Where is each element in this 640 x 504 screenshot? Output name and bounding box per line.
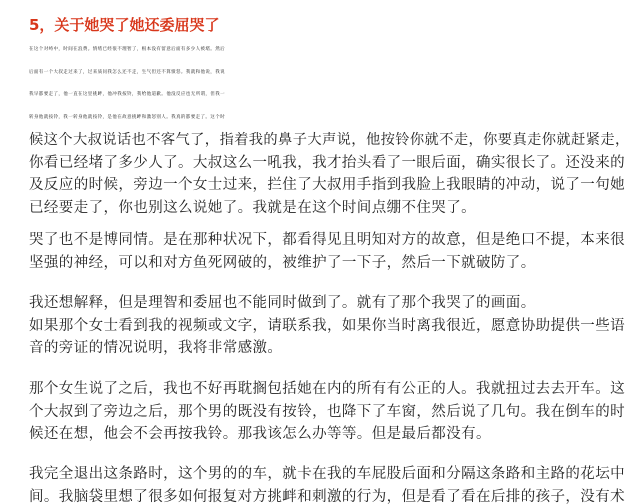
paragraph-confrontation — [29, 39, 630, 219]
paragraph-crying-reason — [29, 229, 625, 274]
text-line: 后面有一个大叔走过来了，过来质问我怎么还不走，生气但还不算愤怒。我就和他说，我说 — [29, 69, 225, 75]
text-line: 我完全退出这条路时，这个男的的车，就卡在我的车屁股后面和分隔这条路和主路的花坛中 — [29, 466, 625, 482]
text-line: 及反应的时候，旁边一个女士过来，拦住了大叔用手指到我脸上我眼睛的冲动，说了一句她 — [29, 177, 625, 193]
text-line: 我还想解释，但是理智和委屈也不能同时做到了。就有了那个我哭了的画面。 — [29, 295, 536, 311]
text-line: 哭了也不是博同情。是在那种状况下，都看得见且明知对方的故意，但是绝口不提，本来很 — [29, 232, 625, 248]
text-line: 在这个对峙中，时间在浪费。情绪已经很不理智了，根本没有留意后面有多少人被堵。然后 — [29, 47, 225, 52]
text-line: 已经要走了，你也别这么说她了。我就是在这个时间点绷不住哭了。 — [29, 199, 476, 216]
text-line: 个大叔到了旁边之后，那个男的既没有按铃，也降下了车窗，然后说了几句。我在倒车的时 — [29, 403, 625, 420]
text-line: 音的旁证的情况说明，我将非常感激。 — [29, 340, 283, 356]
text-line: 转身他就按铃，我一转身他就按铃，是他在故意挑衅和激怒别人。我真的都要走了。这个时 — [29, 114, 225, 120]
paragraph-aftermath — [29, 378, 625, 446]
text-line: 如果那个女士看到我的视频或文字，请联系我，如果你当时离我很近，愿意协助提供一些语 — [29, 317, 625, 334]
text-line: 你看已经堵了多少人了。大叔这么一吼我，我才抬头看了一眼后面，确实很长了。还没来的 — [29, 154, 625, 171]
paragraph-exit — [29, 463, 625, 504]
text-line: 我早都要走了，他一直在这里挑衅，他冲我按铃，我给他道歉。他没反应也无所谓，但我一 — [29, 92, 225, 97]
text-line: 坚强的神经，可以和对方鱼死网破的，被维护了一下子，然后一下就破防了。 — [29, 254, 536, 271]
text-line: 候这个大叔说话也不客气了，指着我的鼻子大声说，他按铃你就不走，你要真走你就赶紧走， — [29, 132, 630, 148]
text-line: 间。我脑袋里想了很多如何报复对方挑衅和刺激的行为，但是看了看在后排的孩子，没有术 — [29, 488, 625, 504]
paragraph-explanation — [29, 292, 625, 360]
section-heading: 5，关于她哭了她还委屈哭了 — [29, 16, 220, 34]
text-line: 那个女生说了之后，我也不好再耽搁包括她在内的所有有公正的人。我就扭过去去开车。这 — [29, 381, 625, 397]
text-line: 候还在想，他会不会再按我铃。那我该怎么办等等。但是最后都没有。 — [29, 426, 491, 442]
